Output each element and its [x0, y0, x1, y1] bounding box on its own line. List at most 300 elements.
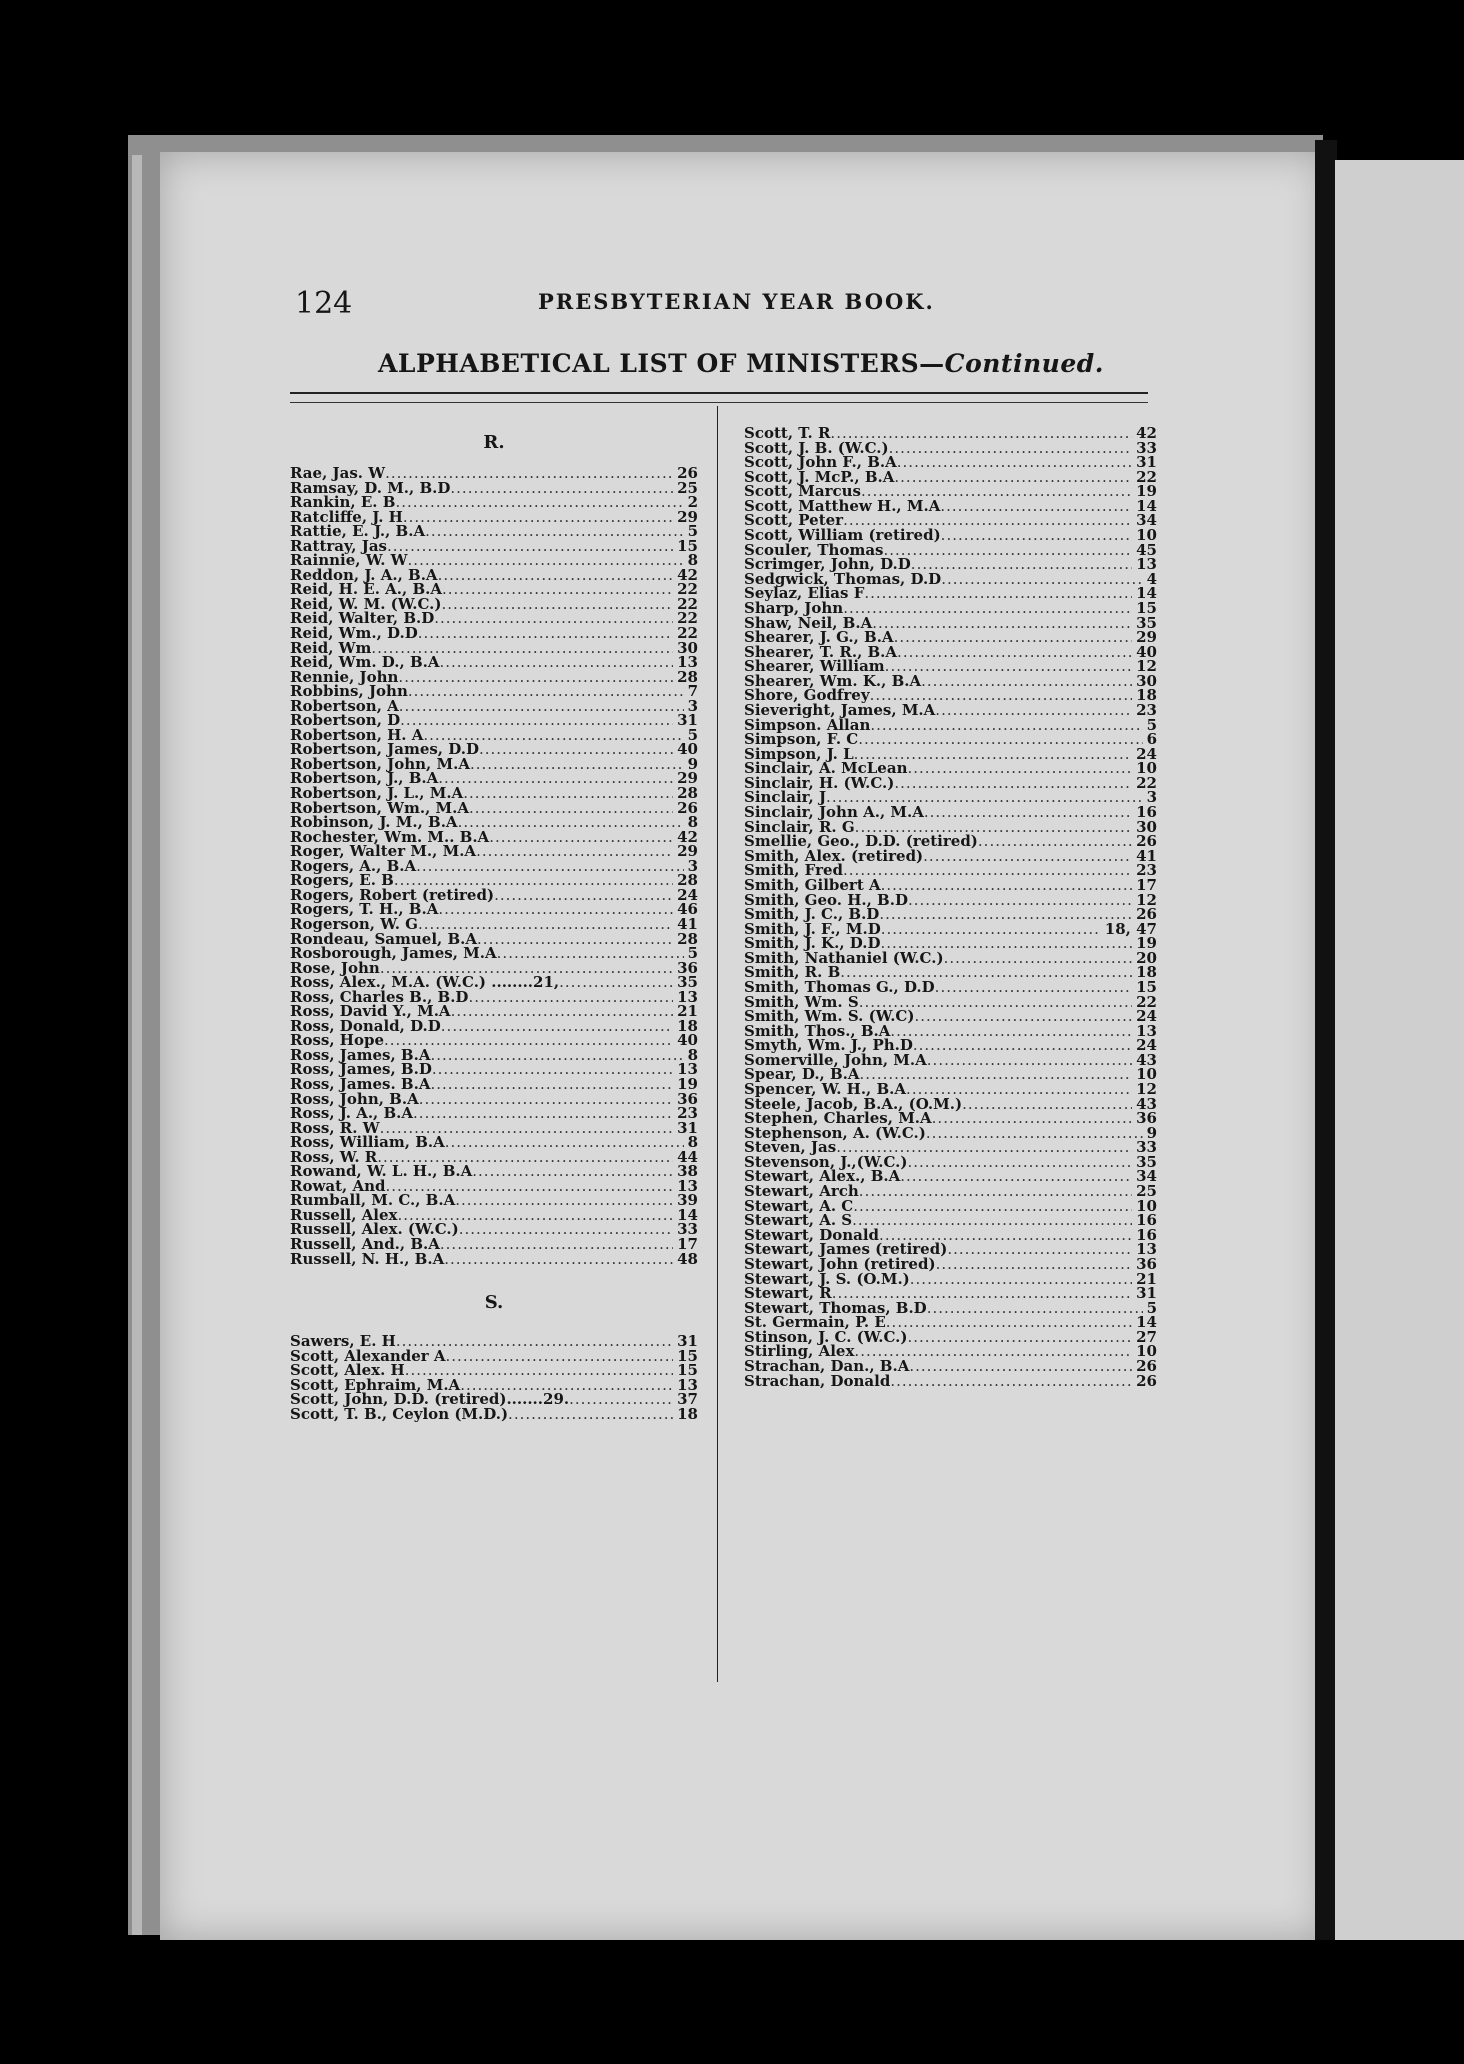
dot-leader: [909, 1359, 1132, 1374]
page-reference: 8: [687, 813, 698, 832]
minister-name: Sinclair, A. McLean: [744, 759, 908, 778]
page-reference: 21: [677, 1002, 698, 1021]
running-title: PRESBYTERIAN YEAR BOOK.: [538, 289, 935, 314]
page-reference: 22: [677, 624, 698, 643]
page-reference: 16: [1136, 1225, 1157, 1244]
page-reference: 40: [1136, 642, 1157, 661]
minister-name: Smith, Geo. H., B.D: [744, 890, 908, 909]
dot-leader: [935, 703, 1132, 718]
minister-name: Ross, Alex., M.A. (W.C.) ........21,: [290, 973, 560, 992]
page-reference: 22: [1136, 467, 1157, 486]
dot-leader: [425, 524, 683, 539]
dot-leader: [927, 1053, 1132, 1068]
dot-leader: [440, 1237, 673, 1252]
minister-name: Rattie, E. J., B.A: [290, 522, 426, 541]
minister-name: Smith, Thomas G., D.D: [744, 977, 935, 996]
minister-name: Scrimger, John, D.D: [744, 555, 911, 574]
page-reference: 2: [687, 493, 698, 512]
minister-name: Scott, J. McP., B.A: [744, 467, 895, 486]
dot-leader: [911, 557, 1132, 572]
dot-leader: [399, 699, 684, 714]
dot-leader: [894, 776, 1132, 791]
dot-leader: [886, 1315, 1132, 1330]
page-reference: 21: [1136, 1269, 1157, 1288]
dot-leader: [470, 757, 684, 772]
dot-leader: [852, 1213, 1132, 1228]
dot-leader: [940, 499, 1132, 514]
page-reference: 8: [687, 551, 698, 570]
dot-leader: [438, 771, 673, 786]
section-heading-s: S.: [484, 1292, 504, 1314]
page-reference: 26: [1136, 832, 1157, 851]
page-reference: 31: [677, 1332, 698, 1351]
minister-name: Shearer, William: [744, 657, 885, 676]
dot-leader: [913, 1038, 1132, 1053]
minister-name: Ross, Charles B., B.D: [290, 987, 469, 1006]
page-reference: 40: [677, 740, 698, 759]
dot-leader: [890, 1374, 1132, 1389]
minister-name: Smith, R. B: [744, 963, 841, 982]
page-reference: 48: [677, 1249, 698, 1268]
dot-leader: [894, 630, 1133, 645]
minister-name: Stirling, Alex: [744, 1342, 855, 1361]
dot-leader: [941, 572, 1142, 587]
minister-name: Ross, James. B.A: [290, 1074, 431, 1093]
dot-leader: [438, 902, 673, 917]
minister-name: Smith, Fred: [744, 861, 844, 880]
page-reference: 31: [1136, 1284, 1157, 1303]
minister-name: Ross, James, B.A: [290, 1045, 431, 1064]
minister-name: Simpson, J. L: [744, 744, 854, 763]
page-reference: 22: [1136, 773, 1157, 792]
page-reference: 5: [1146, 715, 1157, 734]
minister-name: Russell, Alex. (W.C.): [290, 1220, 459, 1239]
page-reference: 35: [1136, 1152, 1157, 1171]
page-reference: 23: [1136, 861, 1157, 880]
dot-leader: [458, 815, 684, 830]
minister-name: Stewart, Alex., B.A: [744, 1167, 901, 1186]
page-reference: 30: [677, 638, 698, 657]
dot-leader: [472, 1164, 673, 1179]
dot-leader: [439, 655, 673, 670]
minister-name: Russell, And., B.A: [290, 1234, 440, 1253]
dot-leader: [479, 742, 673, 757]
minister-name: Scott, T. R: [744, 424, 831, 442]
minister-name: Reid, Wm: [290, 638, 372, 657]
minister-name: Robertson, James, D.D: [290, 740, 479, 759]
page-reference: 33: [1136, 438, 1157, 457]
dot-leader: [897, 455, 1132, 470]
minister-name: Rochester, Wm. M.. B.A: [290, 827, 490, 846]
page-reference: 31: [677, 711, 698, 730]
dot-leader: [858, 732, 1142, 747]
page-reference: 22: [1136, 992, 1157, 1011]
page-reference: 41: [1136, 846, 1157, 865]
minister-name: Scott, Marcus: [744, 482, 861, 501]
page-reference: 44: [677, 1147, 698, 1166]
page-reference: 42: [677, 827, 698, 846]
minister-name: Strachan, Dan., B.A: [744, 1357, 910, 1375]
page-reference: 10: [1136, 526, 1157, 545]
page-reference: 15: [1136, 977, 1157, 996]
page-reference: 18, 47: [1104, 919, 1157, 938]
minister-name: Smith, Wm. S: [744, 992, 859, 1011]
dot-leader: [870, 718, 1142, 733]
minister-name: Sinclair, R. G: [744, 817, 855, 836]
page-reference: 33: [677, 1220, 698, 1239]
dot-leader: [445, 1135, 684, 1150]
dot-leader: [441, 597, 673, 612]
page-reference: 17: [1136, 875, 1157, 894]
minister-name: Reid, Wm. D., B.A: [290, 653, 440, 672]
dot-leader: [419, 1092, 673, 1107]
minister-name: Smith, Wm. S. (W.C): [744, 1007, 915, 1026]
dot-leader: [924, 805, 1132, 820]
minister-name: Rogers, E. B: [290, 871, 394, 890]
minister-name: Robertson, John, M.A: [290, 754, 470, 773]
minister-name: Stevenson, J.,(W.C.): [744, 1152, 908, 1171]
minister-name: Stewart, James (retired): [744, 1240, 948, 1259]
page-reference: 22: [677, 580, 698, 599]
minister-name: Smith, J. K., D.D: [744, 934, 881, 953]
minister-name: Seylaz, Elias F: [744, 584, 865, 603]
heading-rule-thick: [290, 392, 1148, 394]
dot-leader: [941, 528, 1132, 543]
minister-name: Reid, Wm., D.D: [290, 624, 418, 643]
page-reference: 28: [677, 784, 698, 803]
page-reference: 10: [1136, 1065, 1157, 1084]
dot-leader: [387, 539, 673, 554]
minister-name: Smellie, Geo., D.D. (retired): [744, 832, 978, 851]
minister-name: Ross, Hope: [290, 1031, 385, 1050]
minister-name: Smith, J. F., M.D: [744, 919, 881, 938]
page-reference: 3: [1146, 788, 1157, 807]
page-reference: 12: [1136, 657, 1157, 676]
dot-leader: [947, 1242, 1132, 1257]
page-reference: 36: [677, 1089, 698, 1108]
minister-name: Stewart, John (retired): [744, 1254, 936, 1273]
minister-name: Rogerson, W. G: [290, 914, 418, 933]
dot-leader: [910, 1272, 1132, 1287]
page-reference: 19: [1136, 934, 1157, 953]
page-reference: 28: [677, 667, 698, 686]
page-reference: 16: [1136, 1211, 1157, 1230]
minister-name: Rosborough, James, M.A: [290, 944, 497, 963]
page-reference: 18: [1136, 963, 1157, 982]
minister-entry: [744, 1371, 1157, 1390]
page-reference: 33: [1136, 1138, 1157, 1157]
minister-name: Sedgwick, Thomas, D.D: [744, 569, 942, 588]
dot-leader: [438, 568, 674, 583]
page-reference: 8: [687, 1133, 698, 1152]
minister-name: Somerville, John, M.A: [744, 1050, 927, 1069]
page-reference: 28: [677, 929, 698, 948]
page-reference: 26: [1136, 1357, 1157, 1375]
minister-name: Roger, Walter M., M.A: [290, 842, 477, 861]
dot-leader: [569, 1392, 673, 1407]
dot-leader: [885, 659, 1132, 674]
minister-name: Scott, Alex. H: [290, 1361, 405, 1380]
dot-leader: [432, 1062, 673, 1077]
minister-name: St. Germain, P. E: [744, 1313, 886, 1332]
dot-leader: [900, 1169, 1132, 1184]
page-reference: 23: [1136, 700, 1157, 719]
page-reference: 36: [1136, 1109, 1157, 1128]
dot-leader: [932, 1111, 1132, 1126]
page-reference: 31: [1136, 453, 1157, 472]
minister-name: Ramsay, D. M., B.D: [290, 478, 451, 497]
page-reference: 16: [1136, 803, 1157, 822]
page-reference: 13: [1136, 1021, 1157, 1040]
dot-leader: [413, 1106, 673, 1121]
page-reference: 12: [1136, 1080, 1157, 1099]
page-reference: 13: [677, 1060, 698, 1079]
page-reference: 3: [687, 856, 698, 875]
page-reference: 41: [677, 914, 698, 933]
dot-leader: [400, 713, 673, 728]
dot-leader: [926, 1126, 1143, 1141]
minister-name: Smith, Gilbert A: [744, 875, 881, 894]
minister-name: Rogers, A., B.A: [290, 856, 417, 875]
section-heading-r: R.: [483, 432, 505, 453]
page-reference: 13: [677, 1176, 698, 1195]
page-reference: 30: [1136, 671, 1157, 690]
dot-leader: [469, 801, 673, 816]
dot-leader: [398, 670, 673, 685]
minister-name: Sinclair, John A., M.A: [744, 803, 924, 822]
minister-name: Smith, J. C., B.D: [744, 905, 880, 924]
minister-name: Ross, James, B.D: [290, 1060, 432, 1079]
minister-name: Scott, J. B. (W.C.): [744, 438, 889, 457]
minister-name: Rondeau, Samuel, B.A: [290, 929, 478, 948]
dot-leader: [864, 586, 1132, 601]
minister-name: Stewart, A. C: [744, 1196, 854, 1215]
page-reference: 30: [1136, 817, 1157, 836]
dot-leader: [451, 1004, 674, 1019]
minister-name: Stewart, J. S. (O.M.): [744, 1269, 910, 1288]
minister-entry: [290, 1404, 698, 1423]
page-reference: 5: [1146, 1298, 1157, 1317]
minister-name: Stinson, J. C. (W.C.): [744, 1327, 908, 1346]
page-reference: 19: [677, 1074, 698, 1093]
dot-leader: [944, 951, 1133, 966]
page-reference: 17: [677, 1234, 698, 1253]
entries-right: [744, 426, 1157, 1388]
page-reference: 14: [677, 1205, 698, 1224]
minister-name: Smyth, Wm. J., Ph.D: [744, 1036, 913, 1055]
dot-leader: [463, 786, 673, 801]
page-reference: 23: [677, 1104, 698, 1123]
page-reference: 13: [677, 1375, 698, 1394]
minister-name: Rogers, Robert (retired): [290, 885, 495, 904]
facing-page: [1335, 160, 1464, 1940]
page-reference: 29: [677, 507, 698, 526]
minister-name: Robertson, H. A: [290, 725, 424, 744]
page-reference: 18: [1136, 686, 1157, 705]
entries-r: [290, 466, 698, 1266]
minister-name: Sinclair, H. (W.C.): [744, 773, 895, 792]
minister-name: Shearer, T. R., B.A: [744, 642, 898, 661]
page-reference: 13: [1136, 1240, 1157, 1259]
dot-leader: [450, 481, 673, 496]
minister-name: Stephenson, A. (W.C.): [744, 1123, 926, 1142]
page-reference: 31: [677, 1118, 698, 1137]
page-reference: 45: [1136, 540, 1157, 559]
minister-name: Rogers, T. H., B.A: [290, 900, 439, 919]
page-reference: 6: [1146, 730, 1157, 749]
minister-name: Simpson. Allan: [744, 715, 871, 734]
page-reference: 38: [677, 1162, 698, 1181]
minister-name: Rennie, John: [290, 667, 399, 686]
dot-leader: [559, 975, 673, 990]
minister-name: Robertson, A: [290, 696, 399, 715]
page-reference: 25: [677, 478, 698, 497]
minister-name: Stewart, Donald: [744, 1225, 880, 1244]
minister-name: Scott, John F., B.A: [744, 453, 897, 472]
minister-name: Sieveright, James, M.A: [744, 700, 936, 719]
page-reference: 18: [677, 1016, 698, 1035]
dot-leader: [442, 582, 673, 597]
page-reference: 43: [1136, 1050, 1157, 1069]
minister-name: Rainnie, W. W: [290, 551, 408, 570]
minister-name: Scott, John, D.D. (retired).......29.: [290, 1390, 570, 1409]
page-reference: 27: [1136, 1327, 1157, 1346]
page-reference: 5: [687, 725, 698, 744]
minister-name: Scott, William (retired): [744, 526, 941, 545]
minister-name: Spencer, W. H., B.A: [744, 1080, 907, 1099]
dot-leader: [508, 1407, 673, 1422]
minister-name: Rankin, E. B: [290, 493, 396, 512]
dot-leader: [927, 1301, 1143, 1316]
dot-leader: [935, 980, 1132, 995]
minister-name: Sawers, E. H: [290, 1332, 396, 1351]
dot-leader: [907, 761, 1132, 776]
page-reference: 42: [677, 565, 698, 584]
minister-name: Shearer, J. G., B.A: [744, 628, 894, 647]
minister-name: Scott, Peter: [744, 511, 844, 530]
minister-name: Scott, T. B., Ceylon (M.D.): [290, 1404, 509, 1423]
list-heading: [378, 349, 1104, 378]
dot-leader: [978, 834, 1132, 849]
page-reference: 24: [1136, 1007, 1157, 1026]
page-reference: 13: [1136, 555, 1157, 574]
dot-leader: [853, 1199, 1132, 1214]
page-reference: 26: [1136, 905, 1157, 924]
dot-leader: [889, 441, 1133, 456]
minister-name: Rae, Jas. W: [290, 464, 386, 482]
dot-leader: [907, 1330, 1132, 1345]
dot-leader: [897, 645, 1132, 660]
dot-leader: [455, 1193, 673, 1208]
dot-leader: [446, 1349, 674, 1364]
dot-leader: [408, 684, 684, 699]
dot-leader: [914, 1009, 1132, 1024]
page-reference: 14: [1136, 496, 1157, 515]
minister-name: Sinclair, J: [744, 788, 827, 807]
dot-leader: [459, 1222, 673, 1237]
minister-name: Shaw, Neil, B.A: [744, 613, 873, 632]
page-reference: 46: [677, 900, 698, 919]
minister-name: Robinson, J. M., B.A: [290, 813, 458, 832]
minister-name: Ross, William, B.A: [290, 1133, 445, 1152]
page-reference: 12: [1136, 890, 1157, 909]
minister-name: Simpson, F. C: [744, 730, 859, 749]
minister-name: Reddon, J. A., B.A: [290, 565, 438, 584]
dot-leader: [489, 830, 673, 845]
heading-rule-thin: [290, 402, 1148, 403]
list-heading-text: ALPHABETICAL LIST OF MINISTERS—: [378, 349, 945, 378]
minister-name: Reid, W. M. (W.C.): [290, 594, 442, 613]
minister-name: Smith, Alex. (retired): [744, 846, 924, 865]
page-reference: 10: [1136, 1196, 1157, 1215]
dot-leader: [434, 611, 673, 626]
minister-name: Spear, D., B.A: [744, 1065, 860, 1084]
minister-name: Smith, Thos., B.A: [744, 1021, 891, 1040]
dot-leader: [872, 616, 1132, 631]
right-column: [744, 426, 1157, 1388]
page-reference: 15: [1136, 598, 1157, 617]
minister-name: Steven, Jas: [744, 1138, 837, 1157]
minister-name: Russell, Alex: [290, 1205, 398, 1224]
page-reference: 42: [1136, 424, 1157, 442]
dot-leader: [890, 1024, 1132, 1039]
page-reference: 14: [1136, 1313, 1157, 1332]
page-reference: 24: [1136, 1036, 1157, 1055]
minister-name: Stewart, Arch: [744, 1182, 859, 1201]
minister-name: Ross, Donald, D.D: [290, 1016, 441, 1035]
minister-name: Ross, W. R: [290, 1147, 378, 1166]
dot-leader: [883, 543, 1132, 558]
minister-name: Robertson, J. L., M.A: [290, 784, 464, 803]
dot-leader: [468, 990, 673, 1005]
dot-leader: [923, 849, 1132, 864]
minister-name: Scott, Alexander A: [290, 1346, 446, 1365]
minister-name: Rattray, Jas: [290, 536, 387, 555]
page-reference: 29: [1136, 628, 1157, 647]
page-reference: 13: [677, 653, 698, 672]
dot-leader: [843, 863, 1132, 878]
minister-name: Smith, Nathaniel (W.C.): [744, 948, 944, 967]
minister-name: Reid, H. E. A., B.A: [290, 580, 442, 599]
minister-name: Stewart, Thomas, B.D: [744, 1298, 927, 1317]
page-reference: 14: [1136, 584, 1157, 603]
minister-name: Stewart, A. S: [744, 1211, 853, 1230]
minister-name: Rowat, And: [290, 1176, 386, 1195]
dot-leader: [408, 553, 684, 568]
dot-leader: [936, 1257, 1133, 1272]
dot-leader: [843, 601, 1132, 616]
page-reference: 7: [687, 682, 698, 701]
dot-leader: [416, 859, 683, 874]
minister-name: Ratcliffe, J. H: [290, 507, 403, 526]
dot-leader: [395, 495, 683, 510]
page-reference: 10: [1136, 1342, 1157, 1361]
minister-name: Robbins, John: [290, 682, 408, 701]
minister-name: Shearer, Wm. K., B.A: [744, 671, 922, 690]
page-reference: 26: [677, 798, 698, 817]
minister-name: Rose, John: [290, 958, 380, 977]
minister-name: Stephen, Charles, M.A: [744, 1109, 932, 1128]
page-reference: 15: [677, 1361, 698, 1380]
page-reference: 3: [687, 696, 698, 715]
page-reference: 29: [677, 769, 698, 788]
minister-name: Scouler, Thomas: [744, 540, 884, 559]
page-reference: 29: [677, 842, 698, 861]
minister-name: Ross, R. W: [290, 1118, 380, 1137]
page-reference: 34: [1136, 511, 1157, 530]
minister-name: Robertson, Wm., M.A: [290, 798, 469, 817]
minister-name: Ross, John, B.A: [290, 1089, 419, 1108]
